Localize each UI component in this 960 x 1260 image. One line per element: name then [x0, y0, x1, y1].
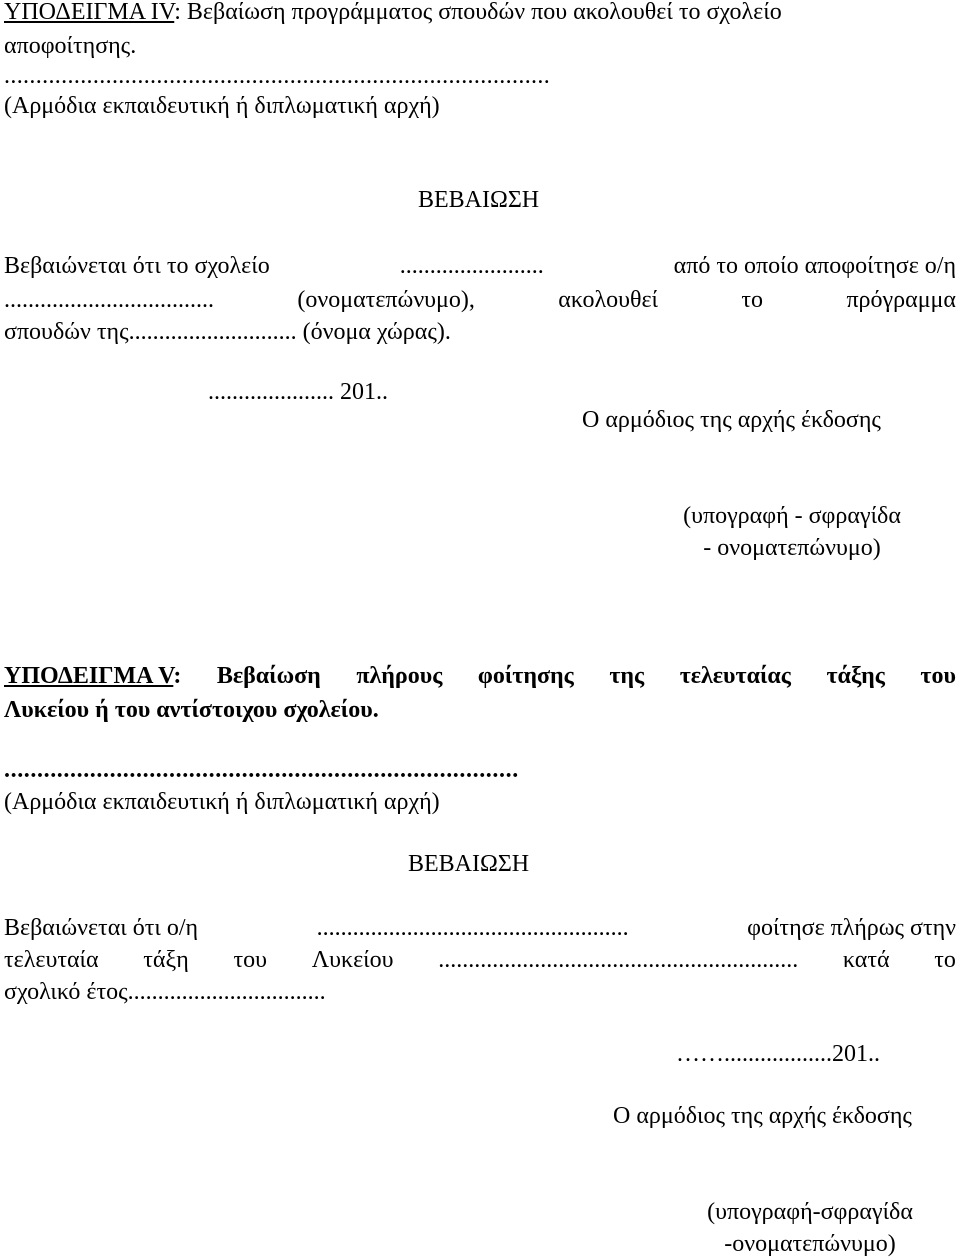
- sample4-body-line2-e: πρόγραμμα: [846, 287, 956, 313]
- sample5-heading-label: ΥΠΟΔΕΙΓΜΑ V: [4, 663, 174, 689]
- sample4-date-line: ..................... 201..: [208, 379, 388, 405]
- sample5-body-line2-f: κατά: [842, 947, 890, 973]
- sample5-heading-word: του: [920, 663, 956, 689]
- sample4-body-line1-b: ........................: [399, 253, 544, 279]
- sample5-heading-word: φοίτησης: [477, 663, 574, 689]
- sample4-authority: (Αρμόδια εκπαιδευτική ή διπλωματική αρχή): [4, 93, 440, 119]
- sample5-body-line2-g: το: [934, 947, 956, 973]
- sample5-date-line: ……..................201..: [676, 1041, 880, 1067]
- sample5-body-line2-c: του: [233, 947, 267, 973]
- sample5-certificate-title: ΒΕΒΑΙΩΣΗ: [408, 851, 530, 877]
- sample5-signer: Ο αρμόδιος της αρχής έκδοσης: [613, 1103, 912, 1129]
- sample4-body-line3: σπουδών της............................ (όνομα χώρας).: [4, 319, 451, 345]
- sample4-body-line2-a: ...................................: [4, 287, 214, 313]
- sample5-body-line1: [4, 912, 956, 944]
- sample4-body-line1-a: Βεβαιώνεται ότι το σχολείο: [4, 253, 270, 279]
- sample4-heading: [4, 0, 782, 28]
- sample5-heading-word: πλήρους: [356, 663, 443, 689]
- sample4-certificate-title: ΒΕΒΑΙΩΣΗ: [418, 187, 540, 213]
- sample5-body-line3: σχολικό έτος.................................: [4, 979, 326, 1005]
- sample5-body-line2: [4, 944, 956, 976]
- sample5-signature-line2: -ονοματεπώνυμο): [724, 1231, 896, 1257]
- sample5-body-line1-c: φοίτησε πλήρως στην: [747, 915, 956, 941]
- sample4-body-line2-c: ακολουθεί: [558, 287, 658, 313]
- sample5-heading-word: τάξης: [826, 663, 885, 689]
- sample4-heading-line2: αποφοίτησης.: [4, 33, 137, 59]
- sample5-heading-word: της: [609, 663, 645, 689]
- sample5-signature-block: [660, 1196, 960, 1260]
- sample4-body-line1-c: από το οποίο αποφοίτησε ο/η: [673, 253, 956, 279]
- sample5-heading-word: τελευταίας: [679, 663, 791, 689]
- sample4-body-line1: [4, 250, 956, 282]
- sample4-body-line2: [4, 284, 956, 316]
- sample5-signature-line1: (υπογραφή-σφραγίδα: [707, 1199, 913, 1225]
- sample4-dots-line: ......................................................................................: [4, 63, 551, 89]
- sample5-dots-line: ..............................................................................: [4, 757, 519, 783]
- sample4-signature-line1: (υπογραφή - σφραγίδα: [683, 503, 901, 529]
- sample4-signature-block: [642, 500, 942, 564]
- sample5-heading-label-group: [4, 660, 181, 692]
- sample5-body-line2-a: τελευταία: [4, 947, 99, 973]
- sample5-body-line1-b: ....................................................: [316, 915, 629, 941]
- sample4-heading-text: : Βεβαίωση προγράμματος σπουδών που ακολουθεί το σχολείο: [174, 0, 782, 25]
- sample5-heading: [4, 660, 956, 692]
- sample4-body-line2-d: το: [741, 287, 764, 313]
- sample5-body-line2-e: ............................................................: [438, 947, 799, 973]
- sample4-heading-label: ΥΠΟΔΕΙΓΜΑ IV: [4, 0, 175, 25]
- sample4-body-line2-b: (ονοματεπώνυμο),: [297, 287, 475, 313]
- sample5-heading-word: Βεβαίωση: [216, 663, 321, 689]
- sample5-authority: (Αρμόδια εκπαιδευτική ή διπλωματική αρχή): [4, 789, 440, 815]
- sample5-heading-colon: :: [173, 663, 182, 689]
- sample5-body-line1-a: Βεβαιώνεται ότι ο/η: [4, 915, 199, 941]
- sample5-heading-line2: Λυκείου ή του αντίστοιχου σχολείου.: [4, 697, 379, 723]
- sample4-signature-line2: - ονοματεπώνυμο): [703, 535, 881, 561]
- sample5-body-line2-d: Λυκείου: [311, 947, 394, 973]
- sample5-body-line2-b: τάξη: [143, 947, 189, 973]
- sample4-signer: Ο αρμόδιος της αρχής έκδοσης: [582, 407, 881, 433]
